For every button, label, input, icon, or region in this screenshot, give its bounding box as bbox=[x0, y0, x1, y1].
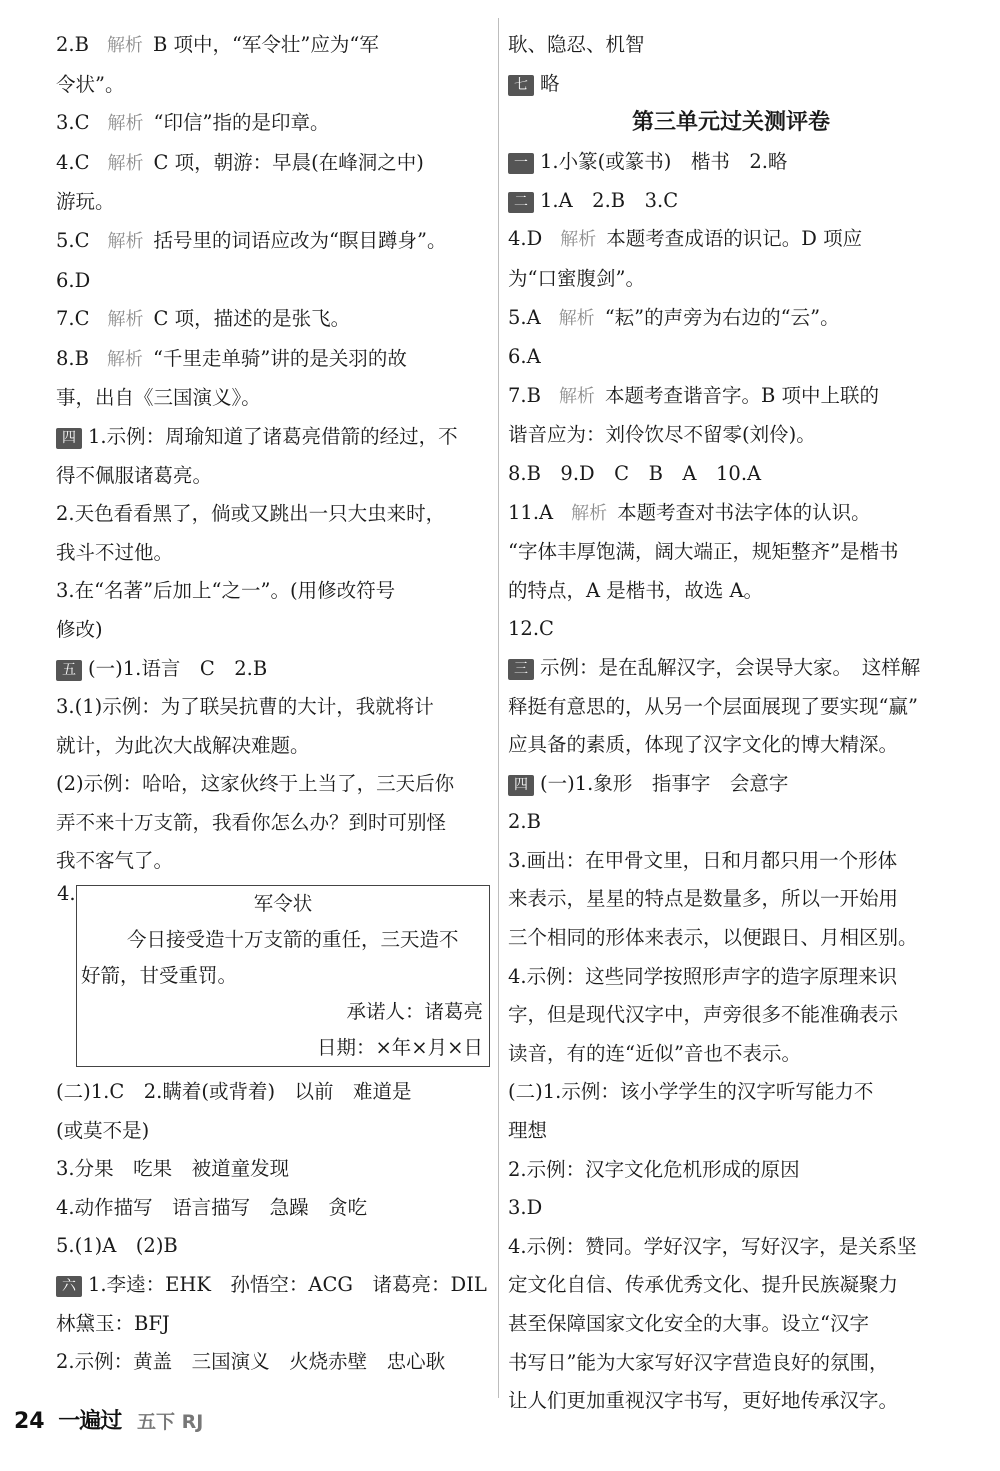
answer-text: 得不佩服诸葛亮。 bbox=[56, 463, 213, 487]
answer-line bbox=[56, 183, 492, 222]
answer-text: 略 bbox=[540, 71, 560, 95]
answer-line bbox=[56, 144, 492, 184]
answer-text: 5.A bbox=[508, 305, 541, 329]
answer-text: 4.示例：赞同。学好汉字，写好汉字，是关系坚 bbox=[508, 1234, 917, 1258]
answer-text: 事，出自《三国演义》。 bbox=[56, 386, 261, 410]
answer-text: (二)1.C 2.瞒着(或背着) 以前 难道是 bbox=[56, 1080, 412, 1104]
answer-text: 7.C bbox=[56, 307, 90, 331]
military-pledge-box bbox=[57, 882, 490, 1067]
answer-text: 8.B bbox=[56, 346, 89, 370]
answer-line bbox=[508, 1344, 940, 1383]
analysis-label: 解析 bbox=[558, 385, 595, 407]
answer-line bbox=[508, 143, 940, 182]
analysis-text: B 项中，“军令壮”应为“军 bbox=[152, 33, 379, 56]
analysis-label: 解析 bbox=[106, 348, 143, 370]
right-top-lines bbox=[508, 26, 940, 103]
answer-text: 的特点，A 是楷书，故选 A。 bbox=[508, 578, 764, 602]
answer-line bbox=[508, 26, 940, 65]
answer-text: 1.A 2.B 3.C bbox=[540, 188, 679, 212]
answer-line bbox=[508, 1035, 940, 1074]
answer-line bbox=[56, 727, 492, 766]
answer-text: 林黛玉：BFJ bbox=[56, 1311, 170, 1335]
answer-text: (一)1.语言 C 2.B bbox=[88, 656, 268, 680]
answer-text: 12.C bbox=[508, 617, 554, 641]
answer-line bbox=[508, 299, 940, 339]
answer-line bbox=[56, 104, 492, 144]
answer-line bbox=[56, 1073, 492, 1112]
answer-text: 三个相同的形体来表示，以便跟日、月相区别。 bbox=[508, 926, 918, 950]
analysis-label: 解析 bbox=[571, 502, 608, 524]
answer-line bbox=[56, 765, 492, 804]
answer-line bbox=[508, 1189, 940, 1228]
answer-line bbox=[56, 457, 492, 496]
answer-line bbox=[508, 996, 940, 1035]
answer-text: (二)1.示例：该小学学生的汉字听写能力不 bbox=[508, 1080, 874, 1104]
answer-text: 修改) bbox=[56, 617, 103, 641]
answer-line bbox=[56, 611, 492, 650]
answer-text: 游玩。 bbox=[56, 190, 115, 214]
answer-text: 我不客气了。 bbox=[56, 849, 174, 873]
analysis-text: “千里走单骑”讲的是关羽的故 bbox=[152, 346, 407, 370]
answer-line bbox=[56, 1266, 492, 1305]
answer-text: “字体丰厚饱满，阔大端正，规矩整齐”是楷书 bbox=[508, 540, 899, 564]
analysis-text: 本题考查谐音字。B 项中上联的 bbox=[604, 383, 879, 407]
answer-line bbox=[56, 650, 492, 689]
analysis-text: 本题考查对书法字体的认识。 bbox=[617, 500, 871, 524]
answer-line bbox=[56, 1227, 492, 1266]
answer-text: 示例：是在乱解汉字，会误导大家。 这样解 bbox=[540, 655, 921, 679]
answer-text: 4.D bbox=[508, 227, 543, 251]
answer-line bbox=[508, 494, 940, 534]
answer-text: (或莫不是) bbox=[56, 1118, 150, 1142]
answer-line bbox=[56, 340, 492, 380]
answer-line bbox=[508, 1382, 940, 1421]
answer-text: 1.李逵：EHK 孙悟空：ACG 诸葛亮：DIL bbox=[88, 1273, 487, 1297]
section-badge: 三 bbox=[508, 659, 534, 680]
answer-text: 定文化自信、传承优秀文化、提升民族凝聚力 bbox=[508, 1273, 899, 1297]
answer-text: 3.分果 吃果 被道童发现 bbox=[56, 1157, 290, 1181]
answer-line bbox=[56, 66, 492, 105]
answer-line bbox=[56, 1150, 492, 1189]
answer-text: 7.B bbox=[508, 383, 541, 407]
answer-text: 4.示例：这些同学按照形声字的造字原理来识 bbox=[508, 964, 898, 988]
column-divider bbox=[498, 18, 499, 1398]
answer-text: 11.A bbox=[508, 500, 554, 524]
section-badge: 六 bbox=[56, 1276, 82, 1297]
answer-text: 3.(1)示例：为了联吴抗曹的大计，我就将计 bbox=[56, 695, 434, 719]
pledge-date: 日期：×年×月×日 bbox=[316, 1036, 483, 1060]
answer-text: 理想 bbox=[508, 1119, 548, 1143]
answer-text: 谐音应为：刘伶饮尽不留零(刘伶)。 bbox=[508, 423, 816, 447]
analysis-text: “耘”的声旁为右边的“云”。 bbox=[604, 305, 840, 329]
answer-line bbox=[508, 649, 940, 688]
answer-text: 1.小篆(或篆书) 楷书 2.略 bbox=[540, 150, 788, 174]
answer-line bbox=[508, 610, 940, 649]
answer-text: (一)1.象形 指事字 会意字 bbox=[540, 771, 789, 795]
answer-text: 1.示例：周瑜知道了诸葛亮借箭的经过，不 bbox=[88, 424, 458, 448]
answer-line bbox=[508, 338, 940, 377]
answer-line bbox=[508, 880, 940, 919]
right-answer-lines bbox=[508, 143, 940, 1421]
answer-text: 5.(1)A (2)B bbox=[56, 1234, 178, 1258]
answer-line bbox=[56, 26, 492, 66]
answer-text: 来表示，星星的特点是数量多，所以一开始用 bbox=[508, 887, 899, 911]
answer-line bbox=[508, 1228, 940, 1267]
analysis-label: 解析 bbox=[106, 35, 143, 56]
pledge-signer: 承诺人：诸葛亮 bbox=[346, 1000, 483, 1024]
answer-line bbox=[508, 65, 940, 104]
page-number: 24 bbox=[14, 1409, 45, 1434]
answer-text: 书写日”能为大家写好汉字营造良好的氛围， bbox=[508, 1350, 889, 1374]
answer-line bbox=[56, 1305, 492, 1344]
answer-text: 应具备的素质，体现了汉字文化的博大精深。 bbox=[508, 733, 899, 757]
answer-line bbox=[508, 958, 940, 997]
answer-text: 4.C bbox=[56, 150, 90, 174]
answer-text: 6.D bbox=[56, 268, 91, 292]
answer-text: 甚至保障国家文化安全的大事。设立“汉字 bbox=[508, 1312, 869, 1335]
left-answer-lines bbox=[56, 26, 492, 881]
answer-line bbox=[508, 260, 940, 299]
answer-line bbox=[56, 572, 492, 611]
answer-line bbox=[56, 1189, 492, 1228]
analysis-label: 解析 bbox=[107, 152, 144, 174]
answer-text: 3.C bbox=[56, 111, 90, 135]
answer-text: 3.D bbox=[508, 1196, 543, 1220]
pledge-title: 军令状 bbox=[253, 892, 313, 916]
right-column bbox=[508, 26, 940, 1421]
analysis-label: 解析 bbox=[560, 229, 597, 251]
answer-line bbox=[508, 803, 940, 842]
answer-line bbox=[56, 495, 492, 534]
answer-text: (2)示例：哈哈，这家伙终于上当了，三天后你 bbox=[56, 772, 455, 796]
brand-logo: 一遍过 bbox=[58, 1409, 122, 1434]
answer-text: 我斗不过他。 bbox=[56, 540, 174, 564]
answer-text: 令状”。 bbox=[56, 72, 125, 96]
analysis-label: 解析 bbox=[107, 309, 144, 331]
answer-line bbox=[56, 300, 492, 340]
answer-line bbox=[508, 416, 940, 455]
answer-text: 3.在“名著”后加上“之一”。(用修改符号 bbox=[56, 579, 396, 603]
analysis-label: 解析 bbox=[107, 113, 144, 135]
pledge-body-line: 好箭，甘受重罚。 bbox=[81, 964, 238, 988]
left-column bbox=[56, 26, 492, 1382]
answer-text: 2.示例：汉字文化危机形成的原因 bbox=[508, 1157, 800, 1181]
answer-text: 弄不来十万支箭，我看你怎么办？到时可别怪 bbox=[56, 810, 447, 834]
answer-text: 6.A bbox=[508, 345, 541, 369]
section-badge: 四 bbox=[508, 775, 534, 796]
answer-line bbox=[56, 1112, 492, 1151]
answer-line bbox=[508, 220, 940, 260]
question-number: 4. bbox=[57, 882, 76, 906]
answer-line bbox=[508, 1073, 940, 1112]
answer-line bbox=[56, 379, 492, 418]
answer-text: 耿、隐忍、机智 bbox=[508, 33, 645, 56]
answer-line bbox=[508, 1266, 940, 1305]
section-title: 第三单元过关测评卷 bbox=[631, 110, 830, 136]
answer-text: 就计，为此次大战解决难题。 bbox=[56, 733, 310, 757]
answer-text: 5.C bbox=[56, 228, 90, 252]
page-footer bbox=[14, 1404, 203, 1435]
answer-line bbox=[508, 1151, 940, 1190]
section-badge: 四 bbox=[56, 428, 82, 449]
answer-line bbox=[56, 262, 492, 301]
pledge-body-line: 今日接受造十万支箭的重任，三天造不 bbox=[127, 928, 459, 952]
answer-line bbox=[56, 688, 492, 727]
answer-line bbox=[56, 1343, 492, 1382]
answer-line bbox=[508, 842, 940, 881]
answer-line bbox=[508, 377, 940, 417]
answer-line bbox=[508, 726, 940, 765]
answer-line bbox=[508, 1112, 940, 1151]
section-badge: 五 bbox=[56, 660, 82, 681]
answer-line bbox=[508, 688, 940, 727]
answer-line bbox=[508, 182, 940, 221]
answer-line bbox=[508, 1305, 940, 1344]
grade-label: 五下 RJ bbox=[136, 1411, 204, 1433]
answer-line bbox=[56, 418, 492, 457]
answer-line bbox=[508, 572, 940, 611]
section-badge: 七 bbox=[508, 75, 534, 96]
section-badge: 二 bbox=[508, 192, 534, 213]
answer-text: 8.B 9.D C B A 10.A bbox=[508, 461, 762, 485]
answer-line bbox=[56, 842, 492, 881]
answer-line bbox=[508, 455, 940, 494]
answer-text: 释挺有意思的，从另一个层面展现了要实现“赢” bbox=[508, 694, 918, 718]
analysis-text: “印信”指的是印章。 bbox=[153, 111, 330, 135]
answer-text: 3.画出：在甲骨文里，日和月都只用一个形体 bbox=[508, 848, 898, 872]
answer-line bbox=[508, 919, 940, 958]
analysis-text: C 项，朝游：早晨(在峰洞之中) bbox=[153, 150, 424, 174]
answer-line bbox=[56, 534, 492, 573]
left-answer-lines-2 bbox=[56, 1073, 492, 1382]
answer-line bbox=[508, 765, 940, 804]
analysis-text: 本题考查成语的识记。D 项应 bbox=[606, 227, 863, 251]
answer-line bbox=[56, 804, 492, 843]
analysis-label: 解析 bbox=[558, 307, 595, 329]
answer-text: 4.动作描写 语言描写 急躁 贪吃 bbox=[56, 1195, 368, 1219]
analysis-text: 括号里的词语应改为“瞑目蹲身”。 bbox=[153, 228, 447, 252]
answer-text: 让人们更加重视汉字书写，更好地传承汉字。 bbox=[508, 1389, 899, 1413]
answer-line bbox=[56, 222, 492, 262]
answer-text: 字，但是现代汉字中，声旁很多不能准确表示 bbox=[508, 1003, 899, 1027]
answer-line bbox=[508, 533, 940, 572]
answer-text: 2.B bbox=[56, 33, 89, 56]
answer-text: 2.示例：黄盖 三国演义 火烧赤壁 忠心耿 bbox=[56, 1350, 446, 1374]
answer-text: 2.B bbox=[508, 810, 541, 834]
analysis-label: 解析 bbox=[107, 230, 144, 252]
analysis-text: C 项，描述的是张飞。 bbox=[153, 307, 351, 331]
answer-text: 为“口蜜腹剑”。 bbox=[508, 266, 645, 290]
answer-text: 读音，有的连“近似”音也不表示。 bbox=[508, 1041, 801, 1065]
answer-text: 2.天色看看黑了，倘或又跳出一只大虫来时， bbox=[56, 502, 446, 526]
section-badge: 一 bbox=[508, 153, 534, 174]
